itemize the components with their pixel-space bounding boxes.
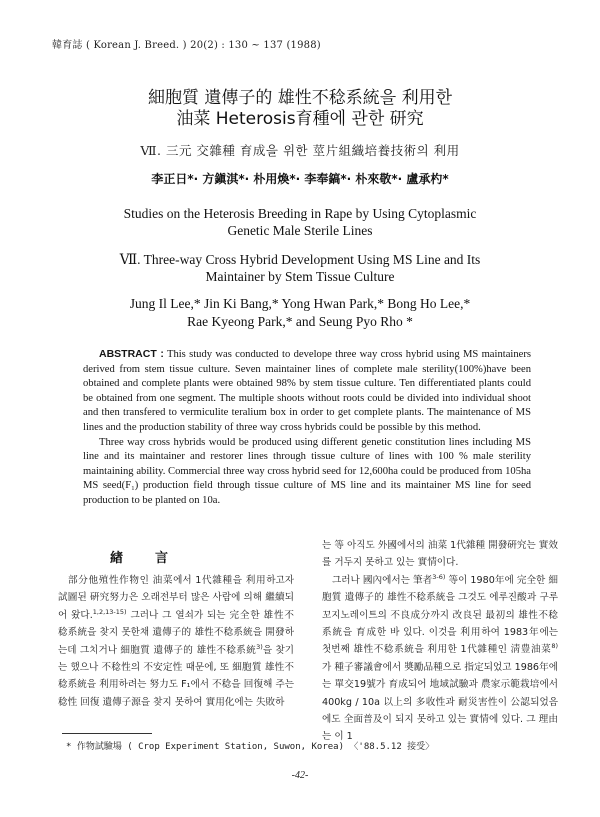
- abstract-paragraph-2: Three way cross hybrids would be produced using different genetic constitution lines including MS line and its maintainer and restorer lines through tissue culture of lines with 100 % male sterility maintaining ability. Commercial three way cross hybrid seed for 12,600ha could be produced from 105ha MS seed(F₁) production field through tissue culture of MS line and its maintainer MS line for seed production to be planted on 10a.: [83, 436, 531, 506]
- section-heading-introduction: 緖言: [109, 551, 200, 566]
- intro-text: 部分他殖性作物인 油菜에서 1代雜種을 利用하고자 試圖된 硏究努力은 오래전부터 많은 사람에 의해 繼續되어 왔다.: [58, 575, 294, 621]
- abstract-label: ABSTRACT :: [99, 348, 164, 360]
- intro-paragraph-2: [322, 572, 558, 746]
- page-number: -42-: [291, 770, 309, 781]
- english-title-line-1: Studies on the Heterosis Breeding in Rape by Using Cytoplasmic: [123, 206, 477, 221]
- intro-text: 그러나 그 열쇠가 되는 完全한 雄性不稔系統을 찾지 못한채 遺傳子的 雄性不稔系統을 開發하는데 그치거나 細胞質 遺傳子的 雄性不稔系統: [58, 609, 294, 656]
- affiliation-footnote: * 作物試驗場 ( Crop Experiment Station, Suwon, Korea) 〈'88.5.12 接受〉: [66, 742, 435, 752]
- body-column-left: [58, 572, 294, 711]
- abstract: [83, 347, 531, 509]
- intro-text: 가 種子審議會에서 奬勵品種으로 指定되었고 1986年에는 單交19號가 育成되어 地域試驗과 農家示範栽培에서 400kg / 10a 以上의 多收性과 耐災害性이 公認되었음에도 全面普及이 되지 못하고 있는 實情에 있다. 그 理由는 이 1: [322, 661, 558, 743]
- body-column-right: [322, 537, 558, 746]
- intro-text: 等이 1980年에 完全한 細胞質 遺傳子的 雄性不稔系統을 그것도 에루진酸과 구루꼬지노레이트의 不良成分까지 改良된 最初의 雄性不稔系統을 育成한 바 있다. 이것을 利用하여 1983年에는 첫번째 雄性不稔系統을 利用한 1代雜種인 淸豊油菜: [322, 574, 558, 656]
- citation: 3): [256, 642, 263, 651]
- citation: 8): [551, 642, 558, 651]
- intro-text: 을 찾기는 했으나 不稔性의 不安定性 때문에, 또 細胞質 雄性不稔系統을 利用하려는 努力도 F₁에서 不稔을 回復해 주는 稔性 回復 遺傳子源을 찾지 못하여 實用化에는 失敗하: [58, 644, 294, 708]
- journal-reference: 韓育誌 ( Korean J. Breed. ) 20(2) : 130 ~ 137 (1988): [52, 40, 321, 51]
- abstract-text-1: This study was conducted to develope three way cross hybrid using MS maintainers derived from stem tissue culture. Seven maintainer lines of complete male sterility(100%)have been obtained and complete plants were obtained 98% by stem tissue culture. Ten differentiated plants could be obtained from one segment. The multiple shoots without roots could be divided into individual shoot and then transfered to vermiculite teralium box in order to get complete plants. The maintenance of MS lines and the production stability of three way cross hybrids could be possible by this method.: [83, 349, 531, 433]
- korean-title-line-2: 油菜 Heterosis育種에 관한 研究: [176, 109, 424, 129]
- intro-paragraph-continued: 는 等 아직도 外國에서의 油菜 1代雜種 開發硏究는 實效를 거두지 못하고 있는 實情이다.: [322, 540, 558, 569]
- english-title-line-2: Genetic Male Sterile Lines: [227, 223, 373, 238]
- korean-subtitle: Ⅶ. 三元 交雜種 育成을 위한 莖片組織培養技術의 利用: [140, 143, 460, 158]
- intro-paragraph-1: [58, 572, 294, 711]
- english-subtitle-line-2: Maintainer by Stem Tissue Culture: [205, 269, 395, 284]
- footnote-divider: [62, 733, 152, 734]
- english-authors-line-1: Jung Il Lee,* Jin Ki Bang,* Yong Hwan Park,* Bong Ho Lee,*: [129, 296, 471, 311]
- korean-authors: 李正日*· 方鎭淇*· 朴用煥*· 李奉鎬*· 朴來敬*· 盧承杓*: [151, 172, 449, 186]
- english-subtitle-line-1: Ⅶ. Three-way Cross Hybrid Development Using MS Line and Its: [119, 252, 481, 267]
- citation: 3-6): [432, 572, 446, 581]
- korean-title-line-1: 細胞質 遺傳子的 雄性不稔系統을 利用한: [147, 88, 453, 108]
- intro-text: 그러나 國內에서는 筆者: [332, 574, 433, 586]
- english-authors-line-2: Rae Kyeong Park,* and Seung Pyo Rho *: [187, 314, 413, 329]
- abstract-paragraph-1: [83, 347, 531, 436]
- citation: 1,2,13-15): [92, 607, 127, 616]
